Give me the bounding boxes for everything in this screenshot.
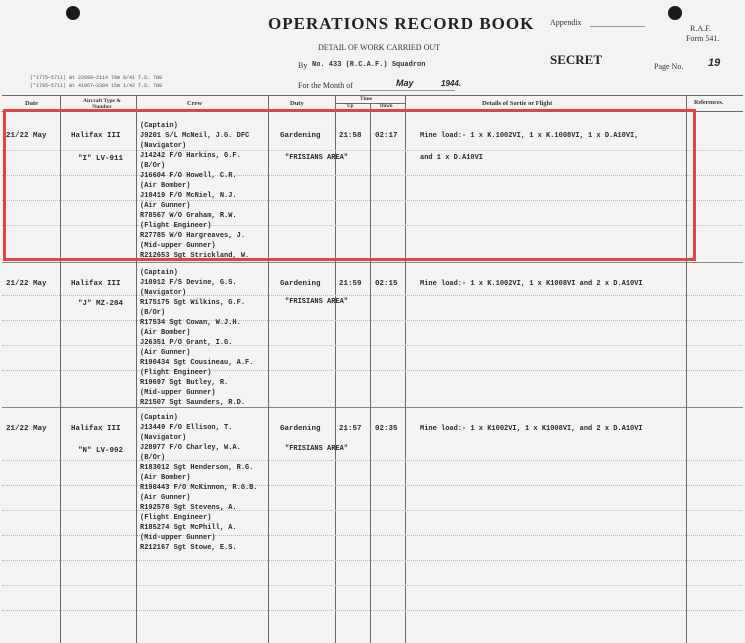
selection-highlight <box>3 109 696 261</box>
crew-line: (Air Gunner) <box>140 202 191 210</box>
crew-line: (B/Or) <box>140 162 166 170</box>
crew-line: R183012 Sgt Henderson, R.G. <box>140 464 254 472</box>
print-line-1: ("1775—5711) Wt 22099—2114 70m 8/41 T.S. 700 <box>30 75 163 81</box>
col-header-duty: Duty <box>290 100 304 107</box>
entry-date: 21/22 May <box>6 425 47 433</box>
entry-area: "FRISIANS AREA" <box>285 445 349 453</box>
raf-label: R.A.F. <box>690 24 711 33</box>
crew-line: (Captain) <box>140 122 178 130</box>
page-number-label: Page No. <box>654 62 684 71</box>
col-header-time-down: Down <box>380 104 393 109</box>
crew-line: J13449 F/O Ellison, T. <box>140 424 233 432</box>
rule-line <box>2 610 742 611</box>
entry-date: 21/22 May <box>6 280 47 288</box>
print-line-2: ("1795—5711) Wt 41967—3384 15m 1/42 T.S. 700 <box>30 83 163 89</box>
crew-line: J14242 F/O Harkins, G.F. <box>140 152 241 160</box>
crew-line: J26351 P/O Grant, I.G. <box>140 339 233 347</box>
page-title: OPERATIONS RECORD BOOK <box>268 14 535 33</box>
crew-line: (Navigator) <box>140 142 187 150</box>
entry-time-down: 02:17 <box>375 132 398 140</box>
col-header-details: Details of Sortie or Flight <box>482 100 553 107</box>
entry-date: 21/22 May <box>6 132 47 140</box>
crew-line: R175175 Sgt Wilkins, G.F. <box>140 299 246 307</box>
col-header-time: Time <box>360 96 373 102</box>
col-header-time-up: Up <box>347 104 354 109</box>
crew-line: R185274 Sgt McPhill, A. <box>140 524 237 532</box>
rule-line <box>2 320 742 321</box>
entry-aircraft: Halifax III <box>71 132 121 140</box>
binder-hole-left <box>66 6 80 20</box>
page-subtitle: DETAIL OF WORK CARRIED OUT <box>318 43 441 52</box>
entry-area: "FRISIANS AREA" <box>285 298 349 306</box>
crew-line: (Mid-upper Gunner) <box>140 242 216 250</box>
month-label: For the Month of <box>298 81 353 90</box>
crew-line: J18912 F/S Devine, G.S. <box>140 279 237 287</box>
crew-line: R27785 W/O Hargreaves, J. <box>140 232 246 240</box>
crew-line: (Flight Engineer) <box>140 222 212 230</box>
rule-line <box>2 345 742 346</box>
entry-duty: Gardening <box>280 425 321 433</box>
entry-area: "FRISIANS AREA" <box>285 154 349 162</box>
crew-line: R192578 Sgt Stevens, A. <box>140 504 237 512</box>
entry-1-divider <box>2 262 743 263</box>
rule-line <box>2 560 742 561</box>
col-header-references: References. <box>694 100 724 106</box>
crew-line: (Air Gunner) <box>140 494 191 502</box>
crew-line: R17534 Sgt Cowan, W.J.H. <box>140 319 241 327</box>
rule-line <box>2 370 742 371</box>
entry-details: Mine load:- 1 x K.1002VI, 1 x K1008VI and 2 x D.A10VI <box>420 280 643 288</box>
crew-line: (Navigator) <box>140 289 187 297</box>
entry-serial: "N" LV-992 <box>78 447 124 455</box>
rule-line <box>2 460 742 461</box>
entry-details: Mine load:- 1 x K1002VI, 1 x K1008VI, and 2 x D.A10VI <box>420 425 643 433</box>
entry-time-up: 21:59 <box>339 280 362 288</box>
entry-details: Mine load:- 1 x K.1002VI, 1 x K.1008VI, 1 x D.A10VI, <box>420 132 639 140</box>
crew-line: (Air Bomber) <box>140 329 191 337</box>
crew-line: J28977 F/O Charley, W.A. <box>140 444 241 452</box>
crew-line: (Captain) <box>140 414 178 422</box>
squadron-name: No. 433 (R.C.A.F.) Squadron <box>312 61 426 69</box>
crew-line: (Air Bomber) <box>140 182 191 190</box>
rule-line <box>2 535 742 536</box>
crew-line: (Navigator) <box>140 434 187 442</box>
crew-line: J9201 S/L McNeil, J.G. DFC <box>140 132 250 140</box>
appendix-label: Appendix <box>550 18 582 27</box>
crew-line: R78567 W/O Graham, R.W. <box>140 212 237 220</box>
crew-line: R190434 Sgt Cousineau, A.F. <box>140 359 254 367</box>
entry-time-up: 21:58 <box>339 132 362 140</box>
entry-crew-list <box>140 413 258 553</box>
secret-stamp: SECRET <box>550 52 603 67</box>
entry-time-down: 02:35 <box>375 425 398 433</box>
entry-duty: Gardening <box>280 280 321 288</box>
crew-line: (Flight Engineer) <box>140 514 212 522</box>
crew-line: (B/Or) <box>140 454 166 462</box>
entry-crew-list <box>140 268 253 408</box>
crew-line: (Flight Engineer) <box>140 369 212 377</box>
crew-line: R19697 Sgt Butley, R. <box>140 379 229 387</box>
form-number: Form 541. <box>686 34 720 43</box>
crew-line: J10419 F/O McNiel, N.J. <box>140 192 237 200</box>
page-number-value: 19 <box>708 57 721 69</box>
crew-line: (Captain) <box>140 269 178 277</box>
crew-line: (Mid-upper Gunner) <box>140 389 216 397</box>
binder-hole-right <box>668 6 682 20</box>
entry-aircraft: Halifax III <box>71 280 121 288</box>
crew-line: J16604 F/O Howell, C.R. <box>140 172 237 180</box>
by-label: By <box>298 61 308 70</box>
entry-2-divider <box>2 407 743 408</box>
rule-line <box>2 585 742 586</box>
month-value: May <box>396 78 414 88</box>
col-header-aircraft: Aircraft Type & Number <box>83 98 121 110</box>
col-header-crew: Crew <box>187 100 203 107</box>
rule-line <box>2 295 742 296</box>
crew-line: R198443 F/O McKinnon, R.G.B. <box>140 484 258 492</box>
crew-line: (Air Bomber) <box>140 474 191 482</box>
crew-line: (B/Or) <box>140 309 166 317</box>
entry-serial: "J" MZ-284 <box>78 300 124 308</box>
crew-line: R21507 Sgt Saunders, R.D. <box>140 399 246 407</box>
entry-serial: "I" LV-911 <box>78 155 124 163</box>
entry-duty: Gardening <box>280 132 321 140</box>
entry-details-continued: and 1 x D.A10VI <box>420 154 484 162</box>
crew-line: (Air Gunner) <box>140 349 191 357</box>
col-header-date: Date <box>25 100 38 107</box>
appendix-line <box>590 26 645 27</box>
rule-line <box>2 485 742 486</box>
table-top-rule <box>2 95 743 96</box>
entry-time-down: 02:15 <box>375 280 398 288</box>
entry-aircraft: Halifax III <box>71 425 121 433</box>
month-underline <box>360 90 455 91</box>
rule-line <box>2 510 742 511</box>
crew-line: (Mid-upper Gunner) <box>140 534 216 542</box>
crew-line: R212167 Sgt Stowe, E.S. <box>140 544 237 552</box>
year-value: 1944. <box>441 79 462 88</box>
entry-time-up: 21:57 <box>339 425 362 433</box>
crew-line: R212653 Sgt Strickland, W. <box>140 252 250 260</box>
